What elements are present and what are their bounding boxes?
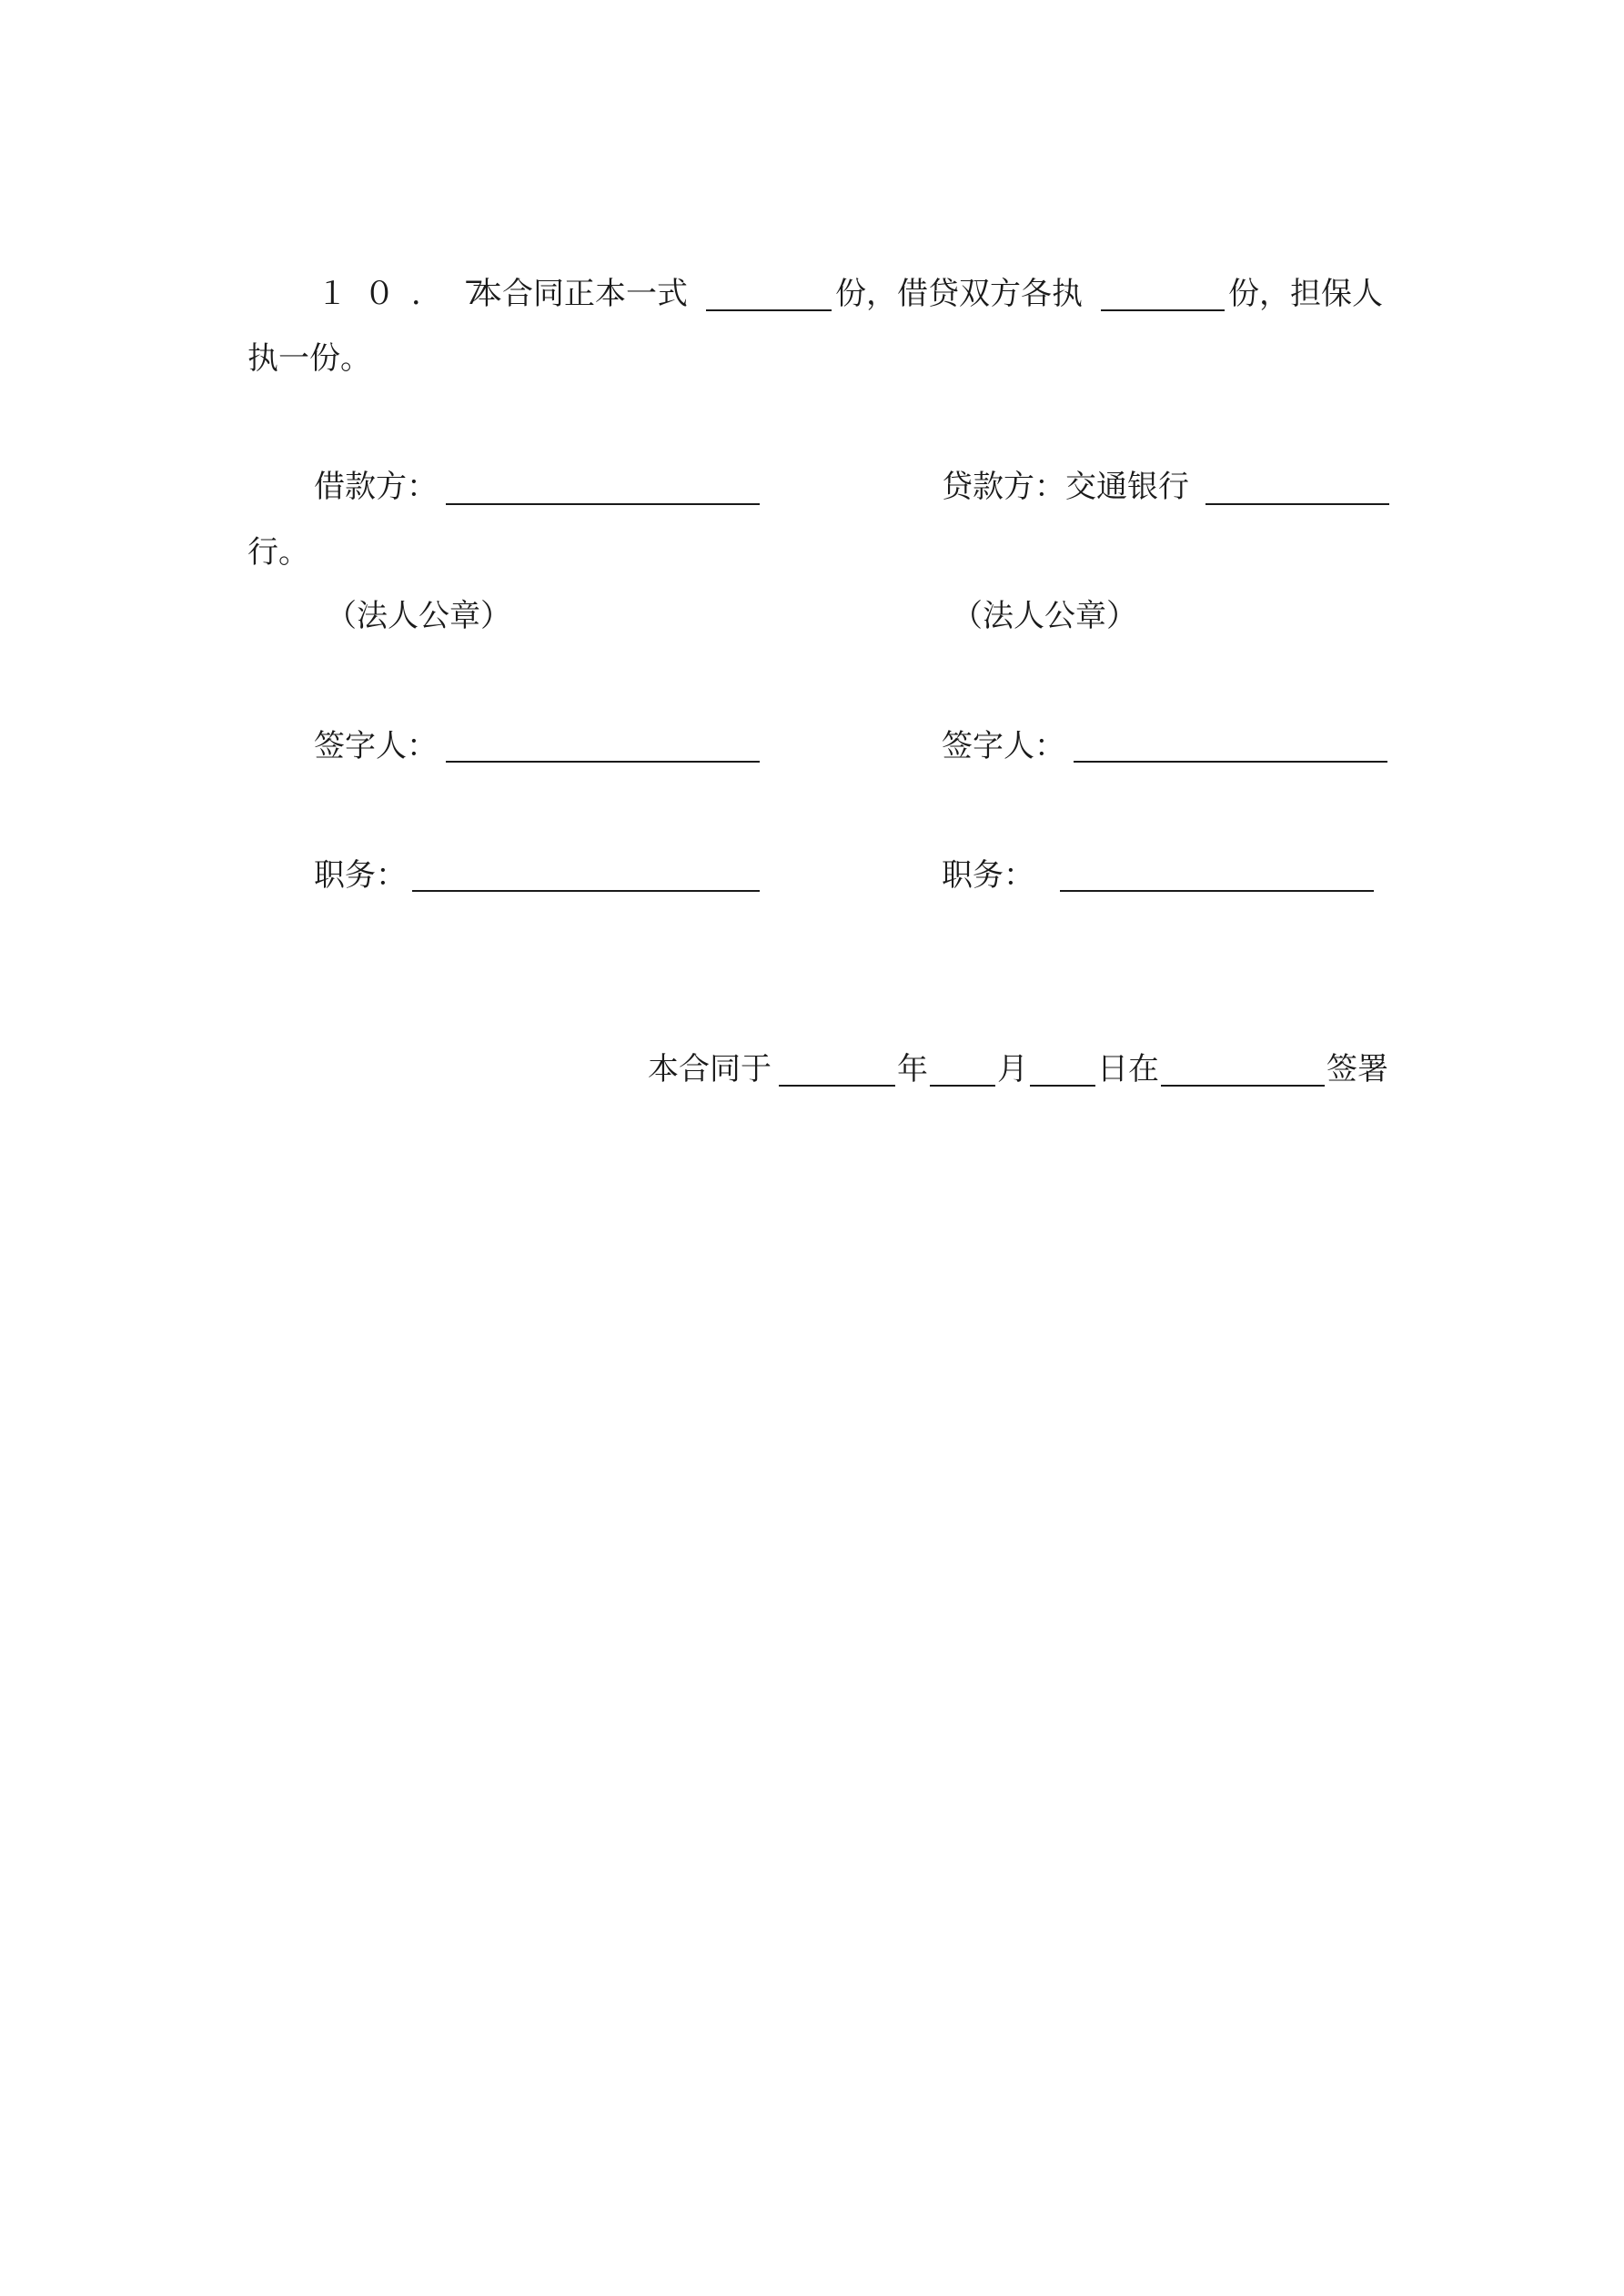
clause-text-2: 份，借贷双方各执 (835, 276, 1083, 312)
blank-copies-each[interactable] (1101, 309, 1225, 311)
lender-title-label: 职务： (942, 857, 1034, 894)
clause-text-3: 份，担保人 (1228, 276, 1383, 312)
clause-number: １０．７ (317, 276, 506, 312)
borrower-blank[interactable] (446, 503, 760, 505)
borrower-title-blank[interactable] (412, 890, 760, 892)
blank-copies-total[interactable] (706, 309, 832, 311)
signing-text-3: 月 (997, 1051, 1028, 1087)
lender-signer-blank[interactable] (1074, 761, 1387, 763)
signing-year-blank[interactable] (779, 1085, 895, 1087)
borrower-label: 借款方： (314, 469, 438, 505)
borrower-signer-blank[interactable] (446, 761, 760, 763)
lender-title-blank[interactable] (1060, 890, 1374, 892)
lender-signer-label: 签字人： (942, 728, 1065, 764)
lender-label-continued: 行。 (247, 534, 309, 571)
signing-text-4: 日在 (1097, 1051, 1159, 1087)
borrower-seal: （法人公章） (326, 598, 511, 634)
clause-text-4: 执一份。 (247, 340, 371, 377)
signing-text-5: 签署 (1326, 1051, 1388, 1087)
signing-text-2: 年 (897, 1051, 928, 1087)
borrower-signer-label: 签字人： (314, 728, 438, 764)
lender-seal: （法人公章） (952, 598, 1137, 634)
signing-text-1: 本合同于 (648, 1051, 772, 1087)
lender-label: 贷款方：交通银行 (942, 469, 1189, 505)
signing-place-blank[interactable] (1161, 1085, 1325, 1087)
clause-text-1: 本合同正本一式 (471, 276, 688, 312)
lender-branch-blank[interactable] (1205, 503, 1389, 505)
borrower-title-label: 职务： (314, 857, 407, 894)
signing-month-blank[interactable] (930, 1085, 995, 1087)
signing-day-blank[interactable] (1030, 1085, 1095, 1087)
